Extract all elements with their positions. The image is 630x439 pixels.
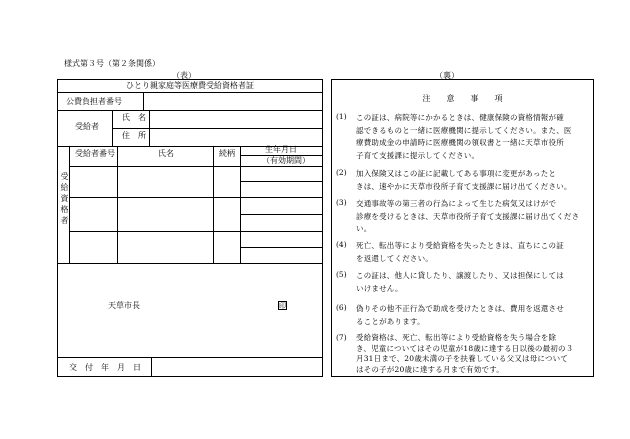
note-number: (4) [336,240,347,249]
table-row-divider [69,197,323,198]
divider [57,357,323,358]
divider [240,146,241,263]
note-number: (5) [336,270,347,279]
note-3 [336,198,588,236]
table-row-divider [69,166,323,167]
note-line: きは、速やかに天草市役所子育て支援課に届け出てください。 [356,181,572,191]
form-label: 様式第３号（第２条関係） [64,59,160,68]
divider [213,146,214,263]
divider [57,110,323,111]
note-line: 認できるものと一緒に医療機関に提示してください。また、医 [356,125,572,135]
insurer-number-label: 公費負担者番号 [66,97,122,106]
divider [112,128,323,129]
note-line: 子育て支援課に提示してください。 [356,150,480,160]
front-title: ひとり親家庭等医療費受給資格者証 [126,81,254,90]
table-row-divider [69,231,323,232]
note-line: この証は、病院等にかかるときは、健康保険の資格情報が確 [356,113,564,122]
note-line: 月31日まで、20歳未満の子を扶養している父又は母について [356,354,569,363]
back-heading: 注 意 事 項 [422,94,503,103]
note-line: 療費助成金の申請時に医療機関の領収書と一緒に天草市役所 [356,138,564,147]
note-line: 加入保険又はこの証に記載してある事項に変更があったと [356,169,557,178]
divider [57,92,323,93]
note-number: (2) [336,168,347,177]
note-line: この証は、他人に貸したり、譲渡したり、又は担保にしては [356,271,564,280]
note-line: 偽りその他不正行為で助成を受けたときは、費用を返還させ [356,304,564,313]
note-7 [336,333,588,375]
issue-date-label: 交 付 年 月 日 [69,363,141,372]
col-validity: （有効期間） [262,156,310,165]
name-label: 氏 名 [122,113,146,122]
eligible-label: 受給資格者 [60,172,69,227]
back-side-label: （裏） [435,71,459,80]
note-line: 診療を受けるときは、天草市役所子育て支援課に届け出てくださ [356,211,580,221]
note-line: い。 [356,224,372,233]
col-relation: 続柄 [219,149,235,158]
divider [69,146,70,263]
note-number: (6) [336,303,347,312]
table-row-divider [240,214,323,215]
col-recipient-number: 受給者番号 [75,149,115,158]
note-line: 交通事故等の第三者の行為によって生じた病気又はけがで [356,199,557,208]
divider [117,146,118,263]
note-line: いけません。 [356,283,403,293]
divider [57,263,323,264]
recipient-label: 受給者 [75,122,99,131]
col-name: 氏名 [158,149,174,158]
note-number: (1) [336,112,347,121]
front-side-label: （表） [172,71,196,80]
divider [151,357,152,377]
table-row-divider [240,247,323,248]
note-line: を返還してください。 [356,253,433,263]
note-line: き、児童についてはその児童が18歳に達する日以後の最初の３ [356,343,574,353]
col-birthdate: 生年月日 [265,145,297,154]
note-number: (7) [336,333,347,342]
note-4 [336,240,588,266]
note-line: ることがあります。 [356,316,425,326]
note-line: はその子が20歳に達する月まで有効です。 [356,364,504,374]
note-line: 受給資格は、死亡、転出等により受給資格を失う場合を除 [356,333,557,342]
note-line: 死亡、転出等により受給資格を失ったときは、直ちにこの証 [356,241,564,250]
seal-mark: 印 [279,302,286,310]
address-label: 住 所 [122,131,146,140]
divider [143,92,144,110]
note-2 [336,168,588,194]
mayor-name: 天草市長 [108,301,140,310]
note-6 [336,303,588,329]
table-row-divider [240,181,323,182]
note-number: (3) [336,198,347,207]
note-5 [336,270,588,296]
note-1 [336,112,588,162]
